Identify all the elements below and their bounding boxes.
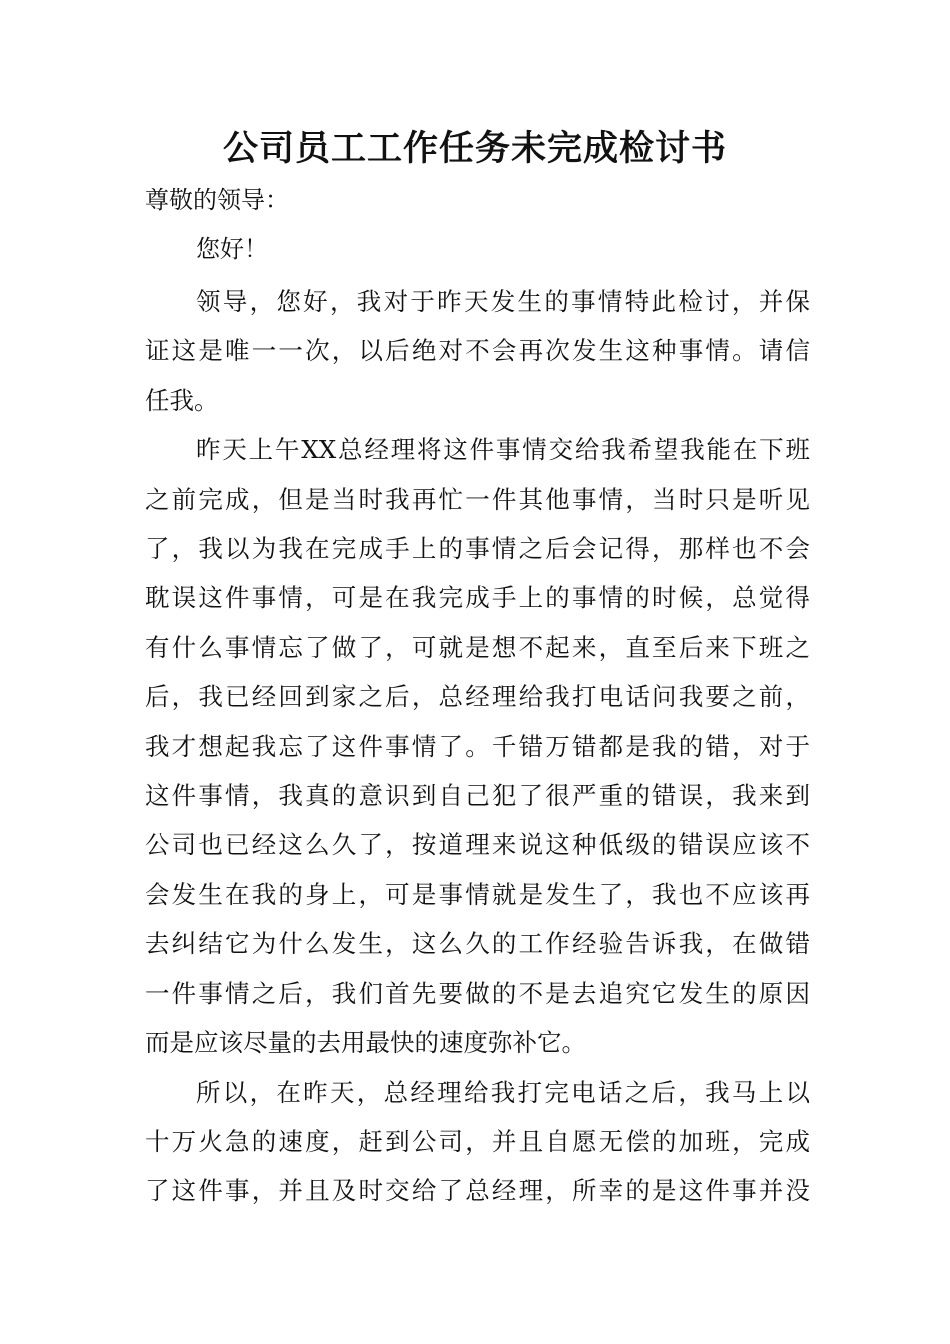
- paragraph-line: 十万火急的速度，赶到公司，并且自愿无偿的加班，完成: [145, 1126, 810, 1156]
- paragraph-1: [145, 277, 810, 425]
- paragraph-line: 这件事情，我真的意识到自己犯了很严重的错误，我来到: [145, 781, 810, 811]
- paragraph-line: 任我。: [145, 385, 219, 415]
- paragraph-3: [145, 1068, 810, 1216]
- paragraph-line: 了这件事，并且及时交给了总经理，所幸的是这件事并没: [145, 1176, 810, 1206]
- paragraph-line: 后，我已经回到家之后，总经理给我打电话问我要之前，: [145, 682, 810, 712]
- document-body: [145, 277, 810, 1216]
- paragraph-line: 之前完成，但是当时我再忙一件其他事情，当时只是听见: [145, 484, 810, 514]
- paragraph-line: 公司也已经这么久了，按道理来说这种低级的错误应该不: [145, 830, 810, 860]
- paragraph-line: 会发生在我的身上，可是事情就是发生了，我也不应该再: [145, 879, 810, 909]
- greeting: 您好！: [196, 235, 268, 263]
- salutation: 尊敬的领导：: [145, 186, 289, 214]
- paragraph-2: [145, 425, 810, 1067]
- paragraph-line: 昨天上午XX总经理将这件事情交给我希望我能在下班: [196, 435, 810, 465]
- paragraph-line: 证这是唯一一次，以后绝对不会再次发生这种事情。请信: [145, 336, 810, 366]
- paragraph-line: 而是应该尽量的去用最快的速度弥补它。: [145, 1028, 586, 1058]
- paragraph-line: 了，我以为我在完成手上的事情之后会记得，那样也不会: [145, 534, 810, 564]
- document-title: 公司员工工作任务未完成检讨书: [222, 129, 727, 169]
- paragraph-line: 一件事情之后，我们首先要做的不是去追究它发生的原因: [145, 978, 810, 1008]
- paragraph-line: 去纠结它为什么发生，这么久的工作经验告诉我，在做错: [145, 929, 810, 959]
- paragraph-line: 有什么事情忘了做了，可就是想不起来，直至后来下班之: [145, 632, 810, 662]
- paragraph-line: 耽误这件事情，可是在我完成手上的事情的时候，总觉得: [145, 583, 810, 613]
- paragraph-line: 我才想起我忘了这件事情了。千错万错都是我的错，对于: [145, 731, 810, 761]
- paragraph-line: 领导，您好，我对于昨天发生的事情特此检讨，并保: [196, 287, 810, 316]
- paragraph-line: 所以，在昨天，总经理给我打完电话之后，我马上以: [196, 1077, 810, 1107]
